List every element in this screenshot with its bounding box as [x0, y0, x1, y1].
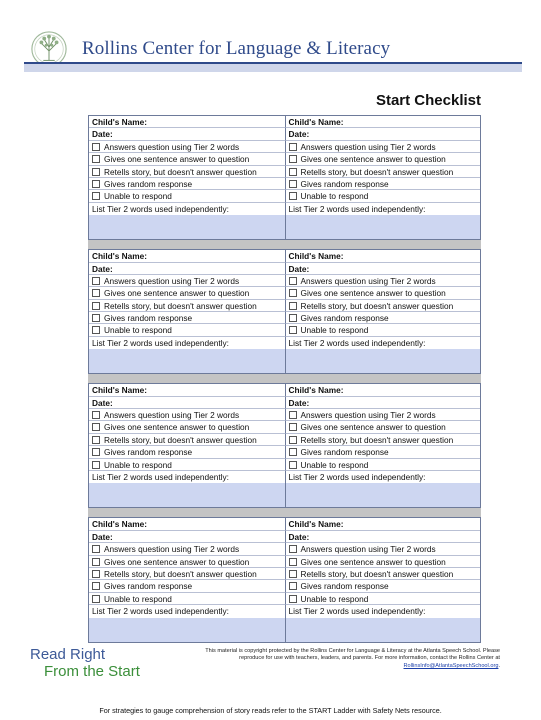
date-field[interactable]: Date:	[89, 128, 285, 140]
option-label: Gives one sentence answer to question	[300, 556, 446, 567]
option-label: Unable to respond	[104, 325, 172, 336]
checklist-block	[88, 115, 481, 239]
words-answer-row	[89, 618, 480, 642]
option-item[interactable]	[285, 324, 481, 336]
childs-name-field[interactable]: Child's Name:	[89, 250, 285, 262]
date-field[interactable]: Date:	[89, 531, 285, 543]
option-label: Retells story, but doesn't answer question	[104, 166, 257, 177]
option-row	[89, 312, 480, 324]
option-row	[89, 141, 480, 153]
name-row	[89, 384, 480, 396]
option-item[interactable]	[89, 300, 285, 312]
childs-name-field[interactable]: Child's Name:	[89, 518, 285, 530]
contact-email-link[interactable]: RollinsInfo@AtlantaSpeechSchool.org	[403, 662, 499, 669]
option-row	[89, 434, 480, 446]
option-row	[89, 580, 480, 592]
option-item[interactable]	[89, 166, 285, 178]
option-label: Gives random response	[300, 313, 389, 324]
checkbox[interactable]	[92, 448, 100, 456]
option-label: Unable to respond	[300, 593, 369, 604]
option-label: Answers question using Tier 2 words	[300, 410, 436, 421]
option-item[interactable]	[89, 459, 285, 471]
words-label-row	[89, 605, 480, 617]
option-item[interactable]	[285, 166, 481, 178]
date-field[interactable]: Date:	[285, 263, 481, 275]
checkbox[interactable]	[92, 326, 100, 334]
checkbox[interactable]	[92, 582, 100, 590]
option-label: Gives random response	[300, 447, 389, 458]
option-label: Answers question using Tier 2 words	[300, 141, 436, 152]
tier2-words-input[interactable]	[89, 483, 285, 507]
option-item[interactable]	[285, 190, 481, 202]
option-label: Retells story, but doesn't answer question	[300, 434, 454, 445]
tier2-words-label: List Tier 2 words used independently:	[92, 471, 229, 482]
option-row	[89, 153, 480, 165]
checkbox[interactable]	[92, 558, 100, 566]
option-label: Unable to respond	[300, 459, 369, 470]
option-row	[89, 275, 480, 287]
checkbox[interactable]	[289, 423, 297, 431]
words-label-row	[89, 337, 480, 349]
checkbox[interactable]	[92, 168, 100, 176]
checkbox[interactable]	[92, 192, 100, 200]
checkbox[interactable]	[289, 192, 297, 200]
read-right-logo	[30, 646, 140, 680]
option-label: Gives one sentence answer to question	[300, 154, 446, 165]
option-item[interactable]	[285, 300, 481, 312]
option-row	[89, 593, 480, 605]
words-label-row	[89, 203, 480, 215]
checklist-grid	[88, 115, 481, 643]
checkbox[interactable]	[289, 436, 297, 444]
option-item[interactable]	[285, 312, 481, 324]
option-item[interactable]	[89, 324, 285, 336]
checkbox[interactable]	[92, 423, 100, 431]
option-item[interactable]	[285, 568, 481, 580]
option-label: Retells story, but doesn't answer question	[300, 568, 454, 579]
childs-name-field[interactable]: Child's Name:	[285, 250, 481, 262]
checkbox[interactable]	[92, 289, 100, 297]
option-row	[89, 166, 480, 178]
copyright-text: This material is copyright protected by the Rollins Center for Language & Literacy at the Atlanta Speech School. Please reproduce for use with teachers, leaders, and parents. For more information, contact the Rollins Center at	[205, 648, 500, 662]
option-label: Unable to respond	[300, 325, 369, 336]
checkbox[interactable]	[92, 180, 100, 188]
option-label: Answers question using Tier 2 words	[300, 544, 436, 555]
checkbox[interactable]	[289, 277, 297, 285]
checkbox[interactable]	[92, 143, 100, 151]
option-item[interactable]	[285, 580, 481, 592]
option-row	[89, 324, 480, 336]
checkbox[interactable]	[289, 545, 297, 553]
tier2-words-input[interactable]	[285, 215, 481, 239]
tagline-line-2: From the Start	[44, 663, 140, 680]
checkbox[interactable]	[289, 326, 297, 334]
option-label: Retells story, but doesn't answer question	[300, 300, 454, 311]
tier2-words-input[interactable]	[89, 618, 285, 642]
option-row	[89, 556, 480, 568]
date-field[interactable]: Date:	[285, 531, 481, 543]
checkbox[interactable]	[92, 314, 100, 322]
option-item[interactable]	[89, 434, 285, 446]
option-item[interactable]	[285, 421, 481, 433]
option-label: Unable to respond	[104, 593, 172, 604]
checkbox[interactable]	[92, 155, 100, 163]
words-answer-row	[89, 349, 480, 373]
date-field[interactable]: Date:	[285, 128, 481, 140]
option-label: Gives random response	[104, 178, 193, 189]
tier2-words-input[interactable]	[285, 349, 481, 373]
option-row	[89, 459, 480, 471]
checkbox[interactable]	[289, 411, 297, 419]
checkbox[interactable]	[92, 277, 100, 285]
date-field[interactable]: Date:	[89, 263, 285, 275]
date-row	[89, 263, 480, 275]
checkbox[interactable]	[289, 314, 297, 322]
checklist-block	[88, 517, 481, 642]
option-item[interactable]	[89, 153, 285, 165]
option-item[interactable]	[285, 409, 481, 421]
tier2-words-label: List Tier 2 words used independently:	[92, 203, 229, 214]
checkbox[interactable]	[92, 411, 100, 419]
option-item[interactable]	[89, 178, 285, 190]
checkbox[interactable]	[289, 180, 297, 188]
option-label: Gives random response	[104, 447, 193, 458]
option-item[interactable]	[89, 593, 285, 605]
option-label: Gives one sentence answer to question	[104, 556, 250, 567]
childs-name-field[interactable]: Child's Name:	[285, 384, 481, 396]
option-item[interactable]	[89, 568, 285, 580]
tier2-words-input[interactable]	[285, 618, 481, 642]
date-row	[89, 128, 480, 140]
tier2-words-label: List Tier 2 words used independently:	[285, 203, 481, 215]
option-label: Unable to respond	[104, 459, 172, 470]
option-row	[89, 409, 480, 421]
option-item[interactable]	[89, 287, 285, 299]
copyright-notice	[180, 648, 500, 670]
checkbox[interactable]	[92, 436, 100, 444]
option-label: Retells story, but doesn't answer question	[104, 568, 257, 579]
option-label: Answers question using Tier 2 words	[104, 141, 240, 152]
name-row	[89, 518, 480, 530]
option-item[interactable]	[285, 446, 481, 458]
checkbox[interactable]	[92, 461, 100, 469]
tier2-words-label: List Tier 2 words used independently:	[285, 337, 481, 349]
option-label: Answers question using Tier 2 words	[104, 544, 240, 555]
option-label: Retells story, but doesn't answer question	[104, 300, 257, 311]
option-label: Answers question using Tier 2 words	[104, 275, 240, 286]
option-item[interactable]	[285, 153, 481, 165]
name-row	[89, 116, 480, 128]
option-label: Gives random response	[300, 581, 389, 592]
option-label: Gives random response	[104, 581, 193, 592]
childs-name-field[interactable]: Child's Name:	[285, 116, 481, 128]
option-item[interactable]	[285, 459, 481, 471]
option-label: Gives one sentence answer to question	[300, 422, 446, 433]
option-label: Gives random response	[300, 178, 389, 189]
brand-name: Rollins Center for Language & Literacy	[82, 38, 391, 59]
option-item[interactable]	[285, 178, 481, 190]
option-item[interactable]	[285, 141, 481, 153]
checklist-block	[88, 249, 481, 373]
tagline-line-1: Read Right	[30, 646, 106, 663]
option-row	[89, 568, 480, 580]
option-item[interactable]	[89, 556, 285, 568]
tier2-words-label: List Tier 2 words used independently:	[285, 471, 481, 483]
option-row	[89, 421, 480, 433]
option-item[interactable]	[89, 190, 285, 202]
page-header	[0, 0, 541, 80]
strategies-note: For strategies to gauge comprehension of story reads refer to the START Ladder with Safety Nets resource.	[99, 706, 442, 715]
checklist-block	[88, 383, 481, 507]
checkbox[interactable]	[92, 570, 100, 578]
option-item[interactable]	[285, 275, 481, 287]
date-row	[89, 397, 480, 409]
words-answer-row	[89, 215, 480, 239]
checkbox[interactable]	[289, 558, 297, 566]
checkbox[interactable]	[289, 570, 297, 578]
option-item[interactable]	[89, 543, 285, 555]
option-item[interactable]	[89, 275, 285, 287]
option-item[interactable]	[89, 141, 285, 153]
option-label: Gives random response	[104, 313, 193, 324]
tier2-words-input[interactable]	[89, 215, 285, 239]
checkbox[interactable]	[289, 595, 297, 603]
date-field[interactable]: Date:	[89, 397, 285, 409]
words-label-row	[89, 471, 480, 483]
block-separator	[88, 373, 481, 383]
option-label: Answers question using Tier 2 words	[104, 410, 240, 421]
option-item[interactable]	[89, 421, 285, 433]
option-row	[89, 190, 480, 202]
option-label: Gives one sentence answer to question	[300, 288, 446, 299]
option-label: Retells story, but doesn't answer question	[300, 166, 454, 177]
checkbox[interactable]	[92, 595, 100, 603]
option-row	[89, 300, 480, 312]
childs-name-field[interactable]: Child's Name:	[285, 518, 481, 530]
option-item[interactable]	[89, 446, 285, 458]
words-answer-row	[89, 483, 480, 507]
option-label: Retells story, but doesn't answer question	[104, 434, 257, 445]
option-item[interactable]	[285, 434, 481, 446]
option-item[interactable]	[89, 312, 285, 324]
option-label: Unable to respond	[300, 191, 369, 202]
option-item[interactable]	[285, 556, 481, 568]
checkbox[interactable]	[92, 545, 100, 553]
header-rule	[24, 62, 522, 72]
option-item[interactable]	[89, 409, 285, 421]
checkbox[interactable]	[289, 143, 297, 151]
checkbox[interactable]	[289, 289, 297, 297]
option-label: Gives one sentence answer to question	[104, 154, 250, 165]
copyright-end: .	[498, 662, 500, 669]
option-row	[89, 287, 480, 299]
option-row	[89, 543, 480, 555]
checkbox[interactable]	[289, 168, 297, 176]
option-label: Unable to respond	[104, 191, 172, 202]
option-label: Gives one sentence answer to question	[104, 422, 250, 433]
tier2-words-input[interactable]	[285, 483, 481, 507]
option-item[interactable]	[285, 543, 481, 555]
tier2-words-label: List Tier 2 words used independently:	[92, 337, 229, 348]
childs-name-field[interactable]: Child's Name:	[89, 384, 285, 396]
childs-name-field[interactable]: Child's Name:	[89, 116, 285, 128]
checkbox[interactable]	[289, 582, 297, 590]
date-field[interactable]: Date:	[285, 397, 481, 409]
option-item[interactable]	[89, 580, 285, 592]
option-item[interactable]	[285, 287, 481, 299]
name-row	[89, 250, 480, 262]
checkbox[interactable]	[92, 302, 100, 310]
checkbox[interactable]	[289, 461, 297, 469]
option-label: Gives one sentence answer to question	[104, 288, 250, 299]
option-row	[89, 178, 480, 190]
block-separator	[88, 507, 481, 517]
checkbox[interactable]	[289, 302, 297, 310]
tier2-words-input[interactable]	[89, 349, 285, 373]
tier2-words-label: List Tier 2 words used independently:	[285, 605, 481, 617]
block-separator	[88, 239, 481, 249]
option-label: Answers question using Tier 2 words	[300, 275, 436, 286]
page-title: Start Checklist	[375, 92, 481, 109]
checkbox[interactable]	[289, 448, 297, 456]
date-row	[89, 531, 480, 543]
option-row	[89, 446, 480, 458]
tier2-words-label: List Tier 2 words used independently:	[92, 606, 229, 617]
option-item[interactable]	[285, 593, 481, 605]
checkbox[interactable]	[289, 155, 297, 163]
